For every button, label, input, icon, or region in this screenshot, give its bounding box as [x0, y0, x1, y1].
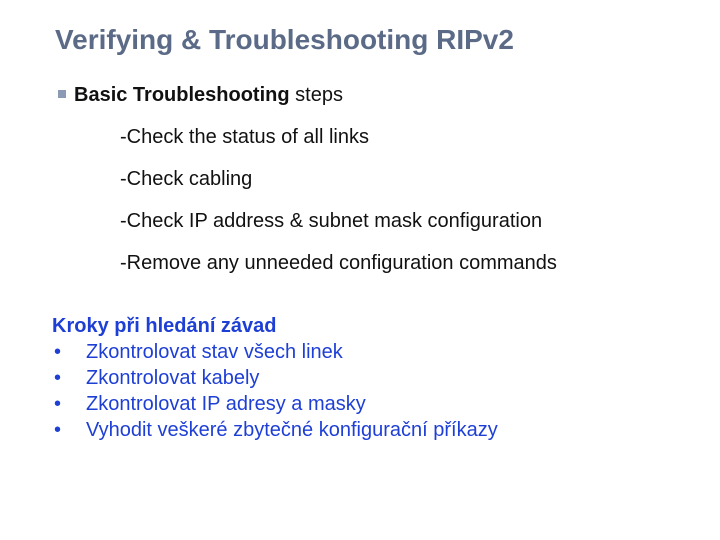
czech-list-item-text: Zkontrolovat stav všech linek	[86, 341, 343, 363]
czech-list-item	[52, 391, 498, 417]
bullet-dot-icon: •	[54, 367, 62, 389]
bullet-dot-icon: •	[54, 341, 62, 363]
czech-heading: Kroky při hledání závad	[52, 315, 277, 337]
czech-list-item	[52, 365, 498, 391]
bullet-dot-icon: •	[54, 419, 62, 441]
czech-list-item-text: Vyhodit veškeré zbytečné konfigurační příkazy	[86, 419, 498, 441]
troubleshooting-step: -Check the status of all links	[120, 126, 369, 148]
czech-list-item	[52, 339, 498, 365]
square-bullet-icon	[58, 90, 66, 98]
troubleshooting-step: -Check IP address & subnet mask configuration	[120, 210, 543, 232]
troubleshooting-step: -Remove any unneeded configuration commands	[120, 252, 557, 274]
main-bullet-rest-text: steps	[289, 84, 343, 106]
main-bullet	[58, 84, 343, 107]
czech-steps-block	[52, 313, 498, 443]
troubleshooting-steps-list	[120, 124, 557, 292]
czech-list-item	[52, 417, 498, 443]
czech-steps-list	[52, 339, 498, 443]
czech-list-item-text: Zkontrolovat IP adresy a masky	[86, 393, 366, 415]
bullet-dot-icon: •	[54, 393, 62, 415]
czech-list-item-text: Zkontrolovat kabely	[86, 367, 260, 389]
main-bullet-bold-text: Basic Troubleshooting	[74, 84, 290, 106]
troubleshooting-step: -Check cabling	[120, 168, 253, 190]
slide-title: Verifying & Troubleshooting RIPv2	[55, 24, 514, 55]
